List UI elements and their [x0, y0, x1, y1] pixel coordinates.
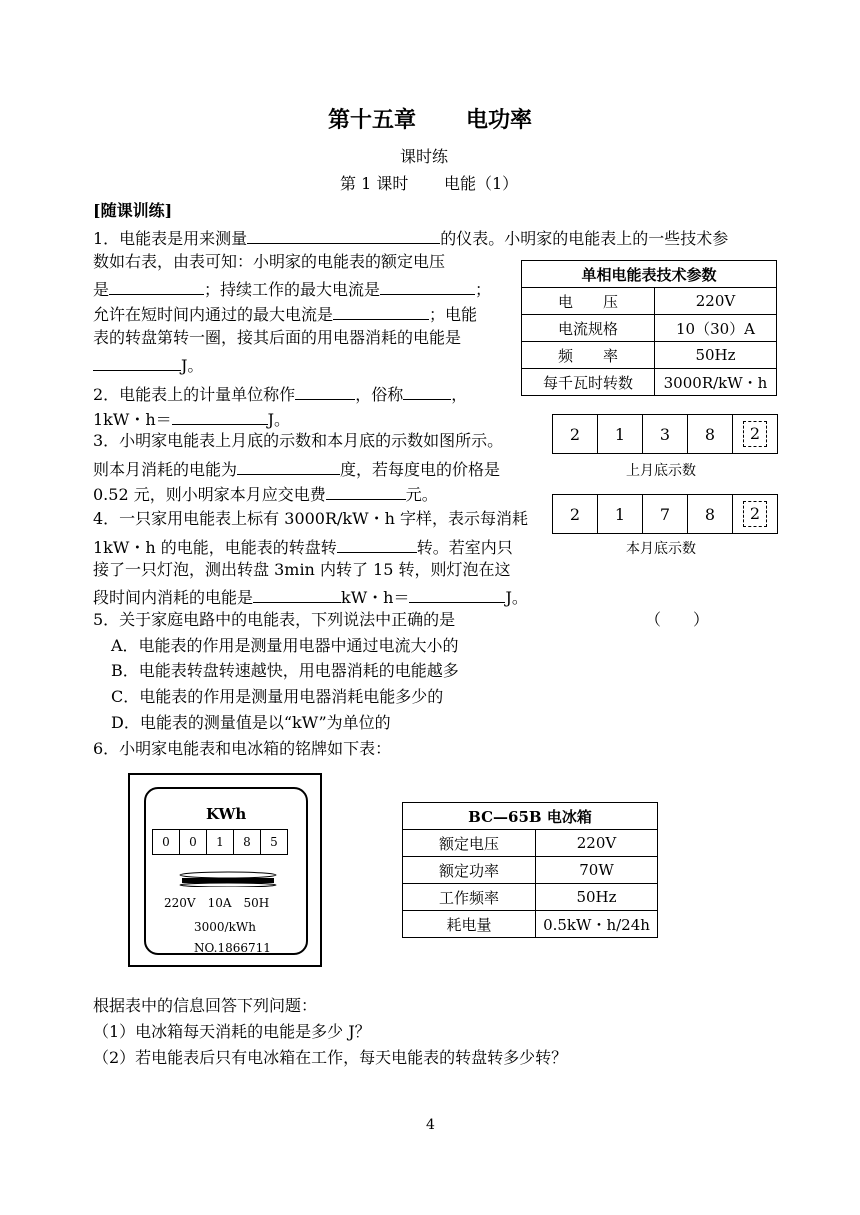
fridge-key: 工作频率 [403, 884, 536, 911]
meter-revolutions: 3000/kWh [194, 920, 256, 934]
q4-line4: 段时间内消耗的电能是 kW・h＝ J。 [93, 588, 528, 607]
electric-meter-drawing [128, 773, 322, 967]
section-heading: [随课训练] [93, 201, 173, 220]
fridge-key: 耗电量 [403, 911, 536, 938]
q6-sub-question-2: （2）若电能表后只有电冰箱在工作，每天电能表的转盘转多少转？ [93, 1048, 568, 1067]
fridge-title: BC—65B 电冰箱 [403, 803, 658, 830]
reading-decimal-digit: 2 [743, 501, 767, 527]
reading-decimal-digit: 2 [743, 421, 767, 447]
param-key: 电 压 [522, 288, 655, 315]
q4-line2: 1kW・h 的电能，电能表的转盘转 转。若室内只 [93, 538, 513, 557]
q5-option-d: D．电能表的测量值是以“kW”为单位的 [111, 713, 391, 732]
lesson-number: 第 1 课时 [340, 174, 409, 193]
q5-answer-paren: （ ） [645, 610, 710, 629]
last-month-caption: 上月底示数 [626, 463, 696, 479]
meter-serial: NO.1866711 [194, 941, 271, 955]
this-month-caption: 本月底示数 [626, 541, 696, 557]
lesson-name: 电能（1） [444, 174, 519, 193]
q5-option-c: C．电能表的作用是测量用电器消耗电能多少的 [111, 687, 444, 706]
meter-unit: KWh [206, 805, 247, 823]
reading-digit: 7 [643, 495, 688, 534]
meter-digit: 0 [153, 830, 180, 855]
fridge-key: 额定电压 [403, 830, 536, 857]
q6-after-text: 根据表中的信息回答下列问题： [93, 996, 318, 1015]
q1-line1: 1．电能表是用来测量 的仪表。小明家的电能表上的一些技术参 [93, 229, 729, 248]
chapter-number: 第十五章 [328, 108, 417, 133]
reading-digit: 2 [553, 495, 598, 534]
reading-digit: 8 [688, 415, 733, 454]
q6-stem: 6．小明家电能表和电冰箱的铭牌如下表： [93, 739, 392, 758]
fridge-value: 50Hz [536, 884, 658, 911]
reading-digit: 1 [598, 495, 643, 534]
meter-digit: 0 [180, 830, 207, 855]
fridge-value: 0.5kW・h/24h [536, 911, 658, 938]
q4-line3: 接了一只灯泡，测出转盘 3min 内转了 15 转，则灯泡在这 [93, 560, 511, 579]
param-key: 频 率 [522, 342, 655, 369]
reading-digit: 1 [598, 415, 643, 454]
meter-params-title: 单相电能表技术参数 [522, 261, 777, 288]
q1-line5: 表的转盘第转一圈，接其后面的用电器消耗的电能是 [93, 328, 462, 347]
q5-option-b: B．电能表转盘转速越快，用电器消耗的电能越多 [111, 661, 459, 680]
q2-line2: 1kW・h＝ J。 [93, 410, 291, 429]
q3-line1: 3．小明家电能表上月底的示数和本月底的示数如图所示。 [93, 431, 504, 450]
param-value: 10（30）A [655, 315, 777, 342]
param-key: 每千瓦时转数 [522, 369, 655, 396]
reading-decimal-cell [733, 495, 778, 534]
param-value: 50Hz [655, 342, 777, 369]
page-number: 4 [426, 1117, 435, 1133]
fridge-nameplate-table [402, 802, 658, 938]
meter-digit: 1 [207, 830, 234, 855]
meter-spec: 220V 10A 50H [164, 896, 270, 910]
q1-line6: J。 [93, 355, 203, 374]
meter-display [152, 829, 288, 855]
q5-option-a: A．电能表的作用是测量用电器中通过电流大小的 [111, 636, 459, 655]
q4-line1: 4．一只家用电能表上标有 3000R/kW・h 字样，表示每消耗 [93, 509, 528, 528]
param-key: 电流规格 [522, 315, 655, 342]
meter-params-table [521, 260, 777, 396]
fridge-key: 额定功率 [403, 857, 536, 884]
chapter-title: 电功率 [466, 108, 533, 133]
subtitle: 课时练 [400, 147, 449, 166]
q1-line2: 数如右表，由表可知：小明家的电能表的额定电压 [93, 252, 446, 271]
reading-digit: 8 [688, 495, 733, 534]
reading-decimal-cell [733, 415, 778, 454]
meter-digit: 8 [234, 830, 261, 855]
q2-line1: 2．电能表上的计量单位称作 ，俗称 ， [93, 385, 468, 404]
q5-stem: 5．关于家庭电路中的电能表，下列说法中正确的是 [93, 610, 456, 629]
meter-disc-window [176, 871, 280, 887]
reading-digit: 2 [553, 415, 598, 454]
q6-sub-question-1: （1）电冰箱每天消耗的电能是多少 J？ [93, 1022, 371, 1041]
meter-digit: 5 [261, 830, 288, 855]
q1-line4: 允许在短时间内通过的最大电流是 ；电能 [93, 305, 478, 324]
last-month-reading [552, 414, 778, 454]
param-value: 220V [655, 288, 777, 315]
q3-line2: 则本月消耗的电能为 度，若每度电的价格是 [93, 460, 501, 479]
meter-face [144, 787, 308, 955]
q3-line3: 0.52 元，则小明家本月应交电费 元。 [93, 485, 438, 504]
fridge-value: 220V [536, 830, 658, 857]
param-value: 3000R/kW・h [655, 369, 777, 396]
fridge-value: 70W [536, 857, 658, 884]
reading-digit: 3 [643, 415, 688, 454]
this-month-reading [552, 494, 778, 534]
q1-line3: 是 ；持续工作的最大电流是 ； [93, 280, 492, 299]
